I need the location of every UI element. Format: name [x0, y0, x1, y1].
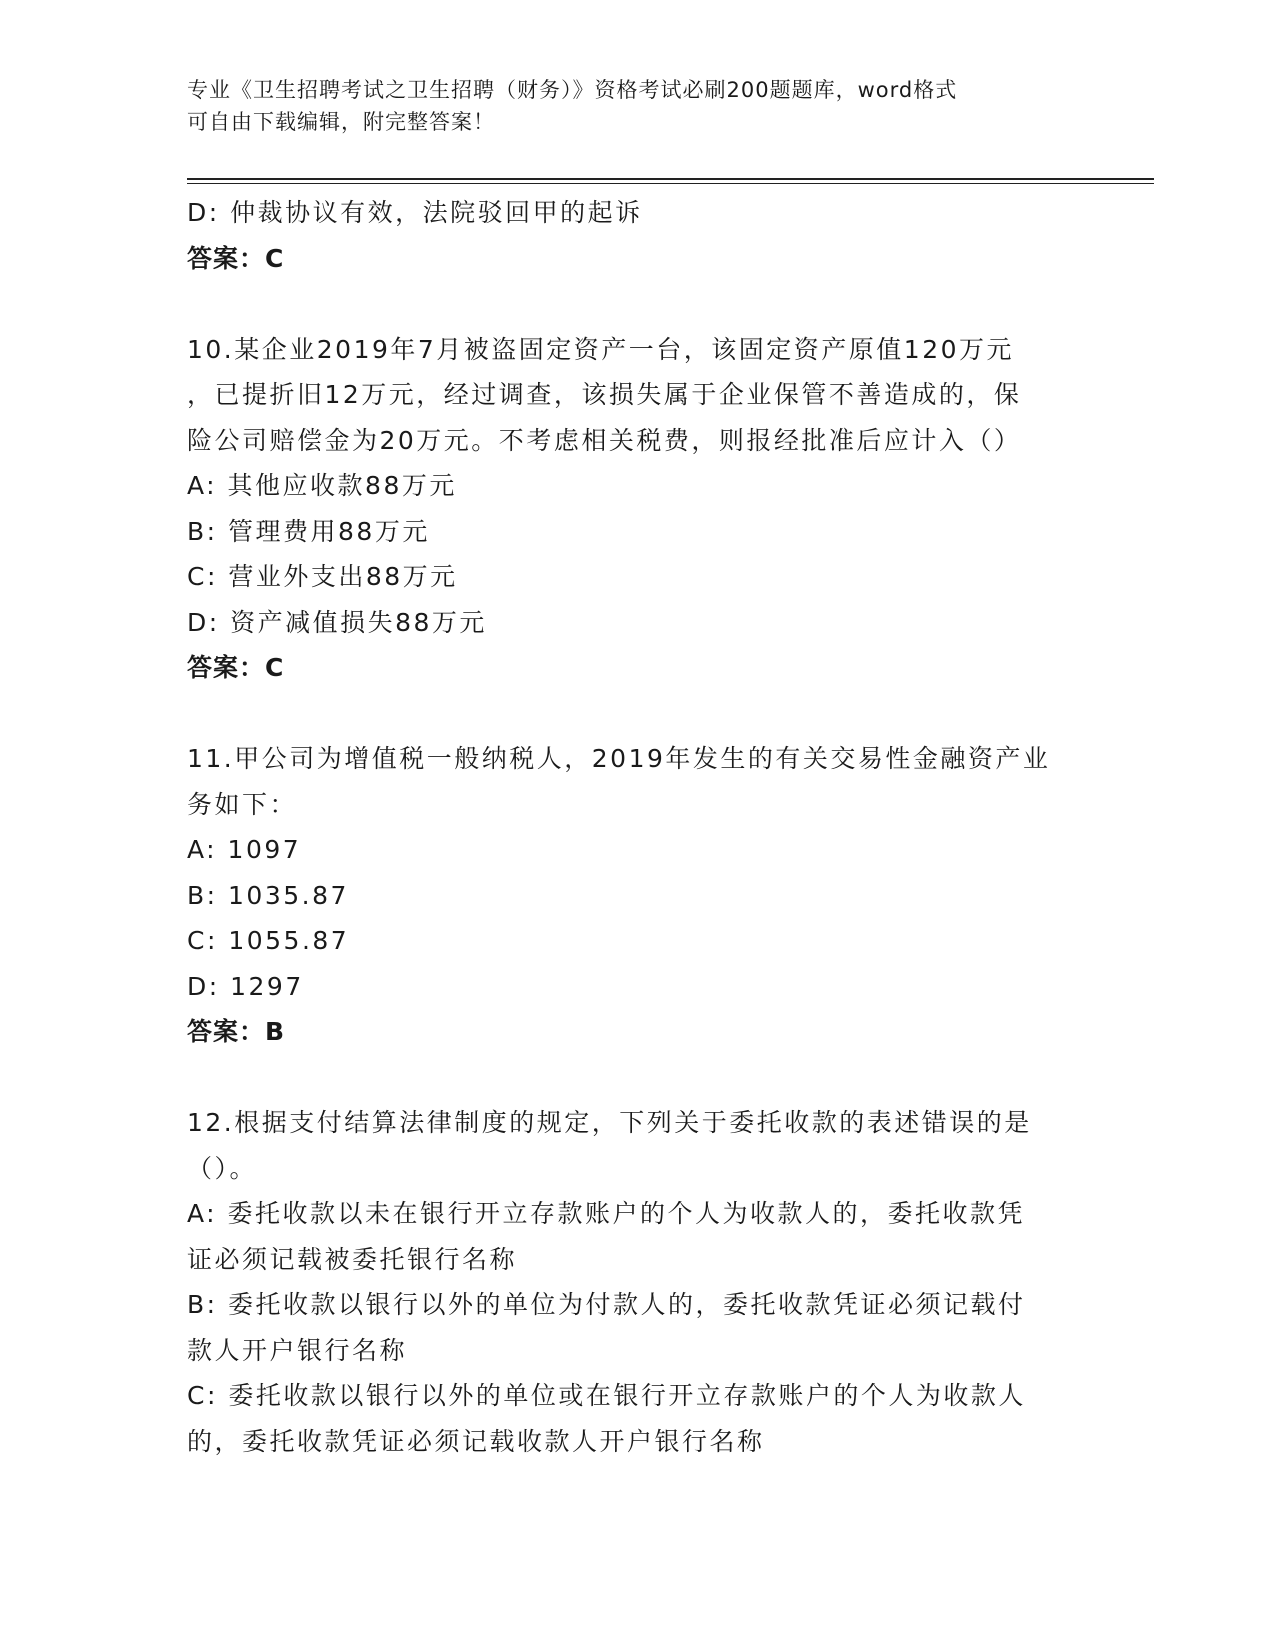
answer-label: 答案：C	[187, 653, 285, 682]
option-a: A: 其他应收款88万元	[187, 471, 457, 500]
option-d: D: 资产减值损失88万元	[187, 607, 487, 637]
option-a-continued: 证必须记载被委托银行名称	[187, 1244, 518, 1274]
option-b: B: 1035.87	[187, 880, 349, 910]
question-stem-line: 12.根据支付结算法律制度的规定，下列关于委托收款的表述错误的是	[187, 1108, 1032, 1137]
page-header	[187, 74, 1087, 138]
option-b: B: 管理费用88万元	[187, 516, 430, 546]
option-c-continued: 的，委托收款凭证必须记载收款人开户银行名称	[187, 1426, 765, 1456]
spacer	[187, 691, 1087, 737]
question-fragment	[187, 190, 1087, 281]
spacer	[187, 1055, 1087, 1101]
question-11	[187, 736, 1087, 1055]
option-d: D: 仲裁协议有效，法院驳回甲的起诉	[187, 198, 643, 227]
question-stem-line: 务如下：	[187, 789, 298, 819]
option-c: C: 营业外支出88万元	[187, 562, 458, 591]
question-10	[187, 327, 1087, 691]
option-c: C: 1055.87	[187, 926, 350, 955]
answer-label: 答案：C	[187, 243, 285, 273]
option-a: A: 委托收款以未在银行开立存款账户的个人为收款人的，委托收款凭	[187, 1199, 1026, 1228]
header-line-1: 专业《卫生招聘考试之卫生招聘（财务）》资格考试必刷200题题库，word格式	[187, 78, 958, 102]
question-stem-line: ，已提折旧12万元，经过调查，该损失属于企业保管不善造成的，保	[187, 380, 1022, 409]
question-stem-line: 险公司赔偿金为20万元。不考虑相关税费，则报经批准后应计入（）	[187, 425, 1022, 455]
header-line-2: 可自由下载编辑，附完整答案！	[187, 110, 495, 134]
question-12	[187, 1100, 1087, 1464]
header-divider	[187, 178, 1154, 184]
option-a: A: 1097	[187, 835, 302, 864]
question-stem-line: 11.甲公司为增值税一般纳税人，2019年发生的有关交易性金融资产业	[187, 744, 1051, 773]
option-b: B: 委托收款以银行以外的单位为付款人的，委托收款凭证必须记载付	[187, 1290, 1026, 1319]
option-b-continued: 款人开户银行名称	[187, 1335, 408, 1365]
question-stem-line: （）。	[187, 1153, 258, 1183]
document-body	[187, 190, 1087, 1464]
answer-label: 答案：B	[187, 1017, 286, 1046]
question-stem-line: 10.某企业2019年7月被盗固定资产一台，该固定资产原值120万元	[187, 334, 1015, 364]
spacer	[187, 281, 1087, 327]
option-c: C: 委托收款以银行以外的单位或在银行开立存款账户的个人为收款人	[187, 1381, 1026, 1410]
option-d: D: 1297	[187, 971, 304, 1001]
